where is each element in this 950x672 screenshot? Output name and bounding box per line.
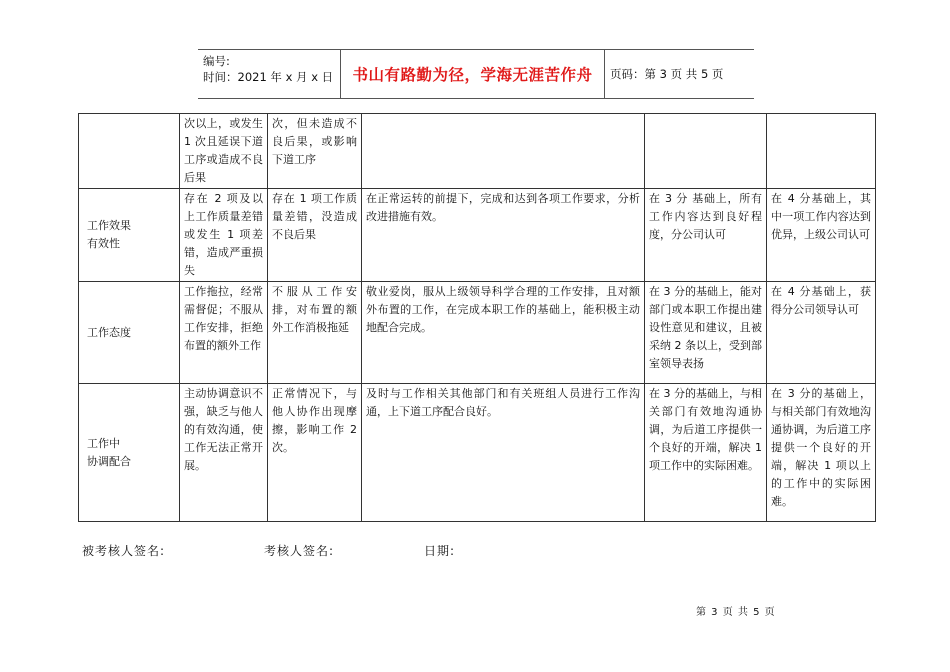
- score-5-cell: 在 4 分基础上，其中一项工作内容达到优异，上级公司认可: [767, 189, 876, 282]
- header-meta: [203, 53, 333, 85]
- score-2-cell: 存在 1 项工作质量差错，没造成不良后果: [268, 189, 362, 282]
- header-divider: [604, 50, 605, 98]
- row-label: 工作态度: [79, 282, 180, 384]
- score-1-cell: 主动协调意识不强，缺乏与他人的有效沟通，使工作无法正常开展。: [180, 384, 268, 522]
- score-1-cell: 次以上，或发生 1 次且延误下道工序或造成不良后果: [180, 114, 268, 189]
- score-3-cell: 及时与工作相关其他部门和有关班组人员进行工作沟通，上下道工序配合良好。: [362, 384, 645, 522]
- score-4-cell: 在 3 分的基础上，能对部门或本职工作提出建设性意见和建议，且被采纳 2 条以上，受到部室领导表扬: [645, 282, 767, 384]
- score-3-cell: 在正常运转的前提下，完成和达到各项工作要求，分析改进措施有效。: [362, 189, 645, 282]
- score-3-cell: 敬业爱岗，服从上级领导科学合理的工作安排，且对额外布置的工作，在完成本职工作的基础上，能积极主动地配合完成。: [362, 282, 645, 384]
- score-4-cell: 在 3 分 基础上，所有工作内容达到良好程度，分公司认可: [645, 189, 767, 282]
- table-row: [79, 114, 876, 189]
- score-3-cell: [362, 114, 645, 189]
- number-label: 编号:: [203, 54, 230, 68]
- score-4-cell: 在 3 分的基础上，与相关部门有效地沟通协调，为后道工序提供一个良好的开端，解决 1 项工作中的实际困难。: [645, 384, 767, 522]
- date-signature-label: 日期:: [424, 544, 456, 558]
- row-label: 工作效果 有效性: [79, 189, 180, 282]
- document-header: [198, 49, 754, 99]
- score-1-cell: 存在 2 项及以上工作质量差错或发生 1 项差错，造成严重损失: [180, 189, 268, 282]
- assessment-table: [78, 113, 876, 522]
- table-row: [79, 189, 876, 282]
- examiner-signature-label: 考核人签名:: [264, 544, 335, 558]
- score-1-cell: 工作拖拉，经常需督促；不服从工作安排，拒绝布置的额外工作: [180, 282, 268, 384]
- page-footer: 第 3 页 共 5 页: [696, 607, 776, 618]
- table-row: [79, 384, 876, 522]
- header-motto: 书山有路勤为径，学海无涯苦作舟: [352, 65, 593, 84]
- date-label: 时间：2021 年 x 月 x 日: [203, 70, 334, 84]
- score-2-cell: 不服从工作安排，对布置的额外工作消极拖延: [268, 282, 362, 384]
- examinee-signature-label: 被考核人签名:: [82, 544, 166, 558]
- score-2-cell: 次，但未造成不良后果，或影响下道工序: [268, 114, 362, 189]
- row-label: [79, 114, 180, 189]
- score-5-cell: [767, 114, 876, 189]
- score-2-cell: 正常情况下，与他人协作出现摩擦，影响工作 2 次。: [268, 384, 362, 522]
- score-5-cell: 在 4 分基础上，获得分公司领导认可: [767, 282, 876, 384]
- score-5-cell: 在 3 分的基础上，与相关部门有效地沟通协调，为后道工序提供一个良好的开端，解决 1 项以上的工作中的实际困难。: [767, 384, 876, 522]
- row-label: 工作中 协调配合: [79, 384, 180, 522]
- score-4-cell: [645, 114, 767, 189]
- table-row: [79, 282, 876, 384]
- header-page-info: 页码：第 3 页 共 5 页: [610, 67, 724, 81]
